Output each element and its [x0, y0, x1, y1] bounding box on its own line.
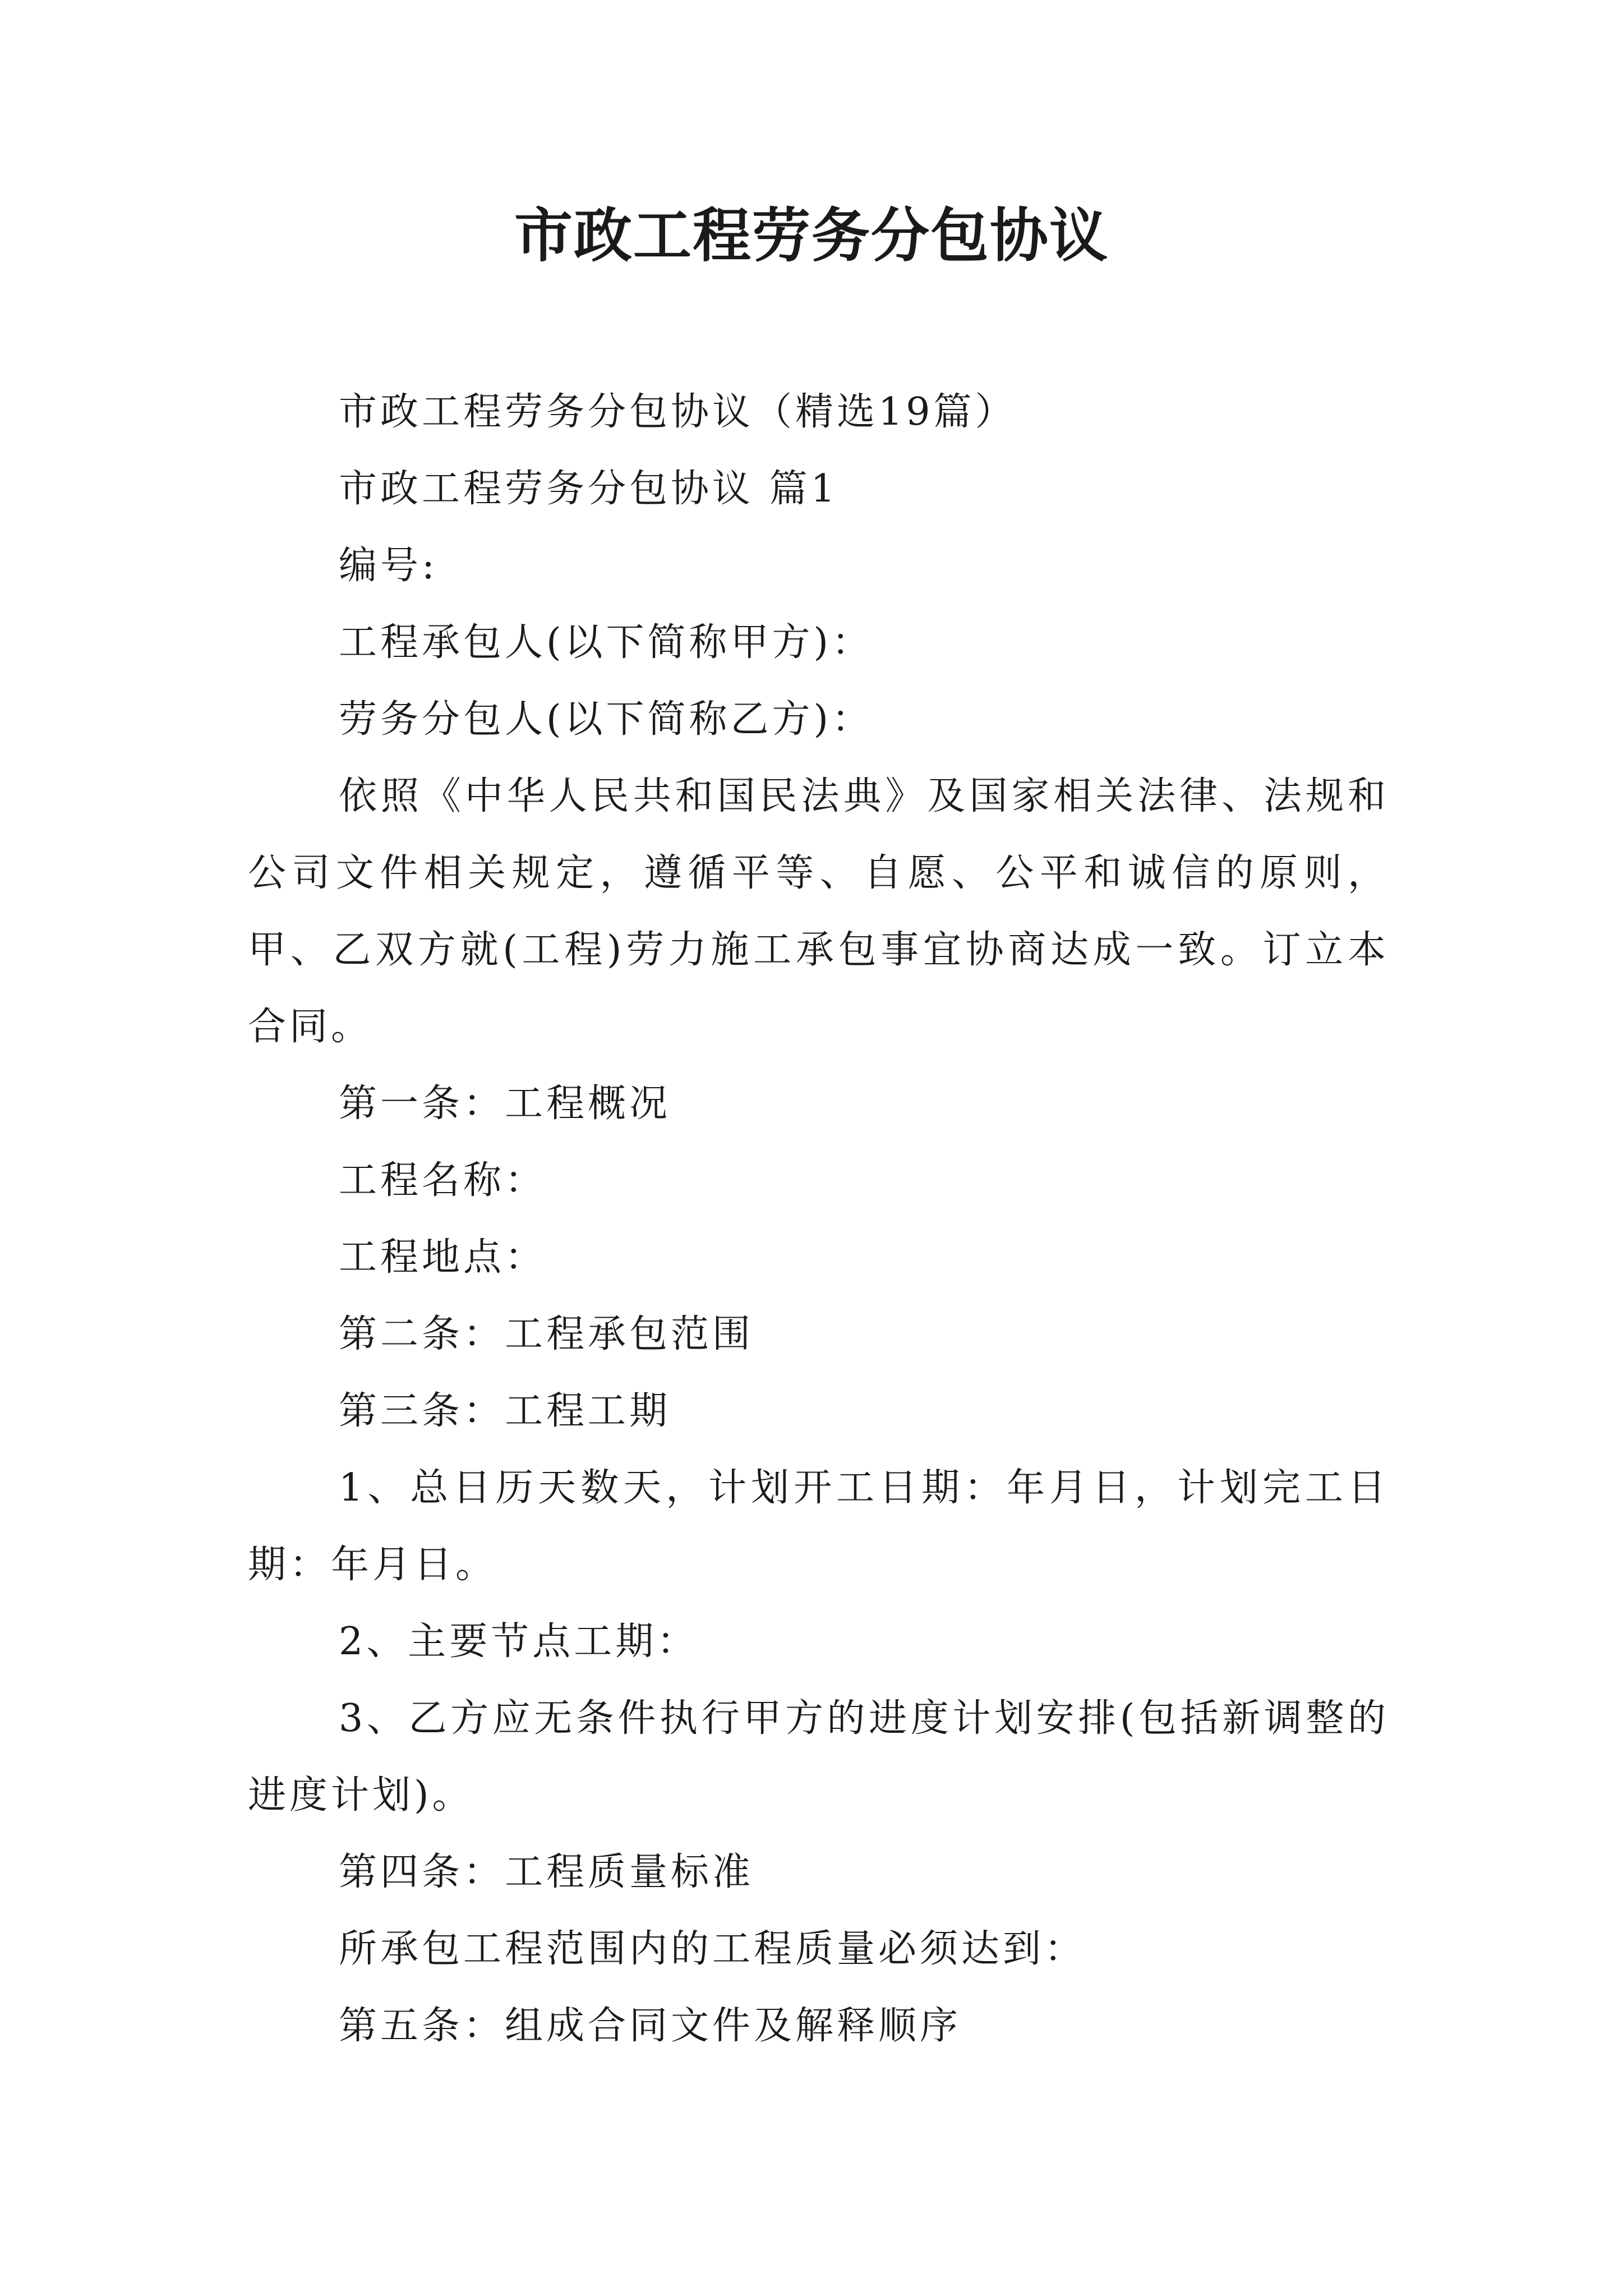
paragraph-collection-heading: 市政工程劳务分包协议（精选19篇） [339, 390, 1017, 434]
paragraph-article-2: 第二条：工程承包范围 [339, 1312, 754, 1356]
paragraph-project-name: 工程名称： [339, 1158, 547, 1203]
paragraph-schedule-2: 2、主要节点工期： [339, 1619, 699, 1664]
paragraph-article-5: 第五条：组成合同文件及解释顺序 [339, 2004, 962, 2048]
paragraph-part-heading: 市政工程劳务分包协议 篇1 [339, 467, 838, 511]
document-title: 市政工程劳务分包协议 [514, 201, 1109, 270]
paragraph-article-3: 第三条：工程工期 [339, 1389, 671, 1433]
paragraph-schedule-3: 3、乙方应无条件执行甲方的进度计划安排(包括新调整的进度计划)。 [248, 1696, 1389, 1818]
document-body [248, 374, 1389, 2064]
paragraph-project-location: 工程地点： [339, 1235, 547, 1280]
paragraph-preamble: 依照《中华人民共和国民法典》及国家相关法律、法规和公司文件相关规定，遵循平等、自愿、公平和诚信的原则，甲、乙双方就(工程)劳力施工承包事宜协商达成一致。订立本合同。 [248, 774, 1389, 1049]
paragraph-quality-standard: 所承包工程范围内的工程质量必须达到： [339, 1927, 1086, 1971]
paragraph-article-1: 第一条：工程概况 [339, 1082, 671, 1126]
paragraph-article-4: 第四条：工程质量标准 [339, 1850, 754, 1894]
paragraph-party-b: 劳务分包人(以下简称乙方)： [339, 697, 874, 742]
paragraph-serial-number: 编号: [339, 544, 438, 588]
paragraph-party-a: 工程承包人(以下简称甲方)： [339, 620, 874, 665]
paragraph-schedule-1: 1、总日历天数天，计划开工日期：年月日，计划完工日期：年月日。 [248, 1466, 1389, 1587]
